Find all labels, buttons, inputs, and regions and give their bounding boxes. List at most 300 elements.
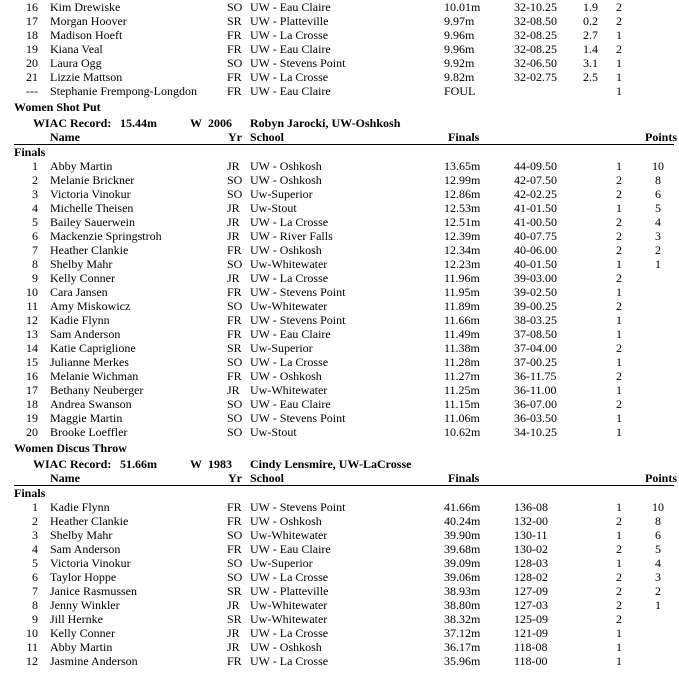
place-cell: 6: [32, 570, 38, 584]
converted-mark-cell: 128-03: [514, 556, 548, 570]
year-cell: SR: [227, 341, 242, 355]
converted-mark-cell: 128-02: [514, 570, 548, 584]
wind-cell: 1.4: [583, 42, 598, 56]
result-row: [0, 42, 679, 56]
school-cell: UW - La Crosse: [250, 570, 329, 584]
mark-cell: 12.53m: [444, 201, 481, 215]
athlete-name: Shelby Mahr: [50, 257, 113, 271]
athlete-name: Heather Clankie: [50, 514, 129, 528]
mark-cell: 9.97m: [444, 14, 475, 28]
points-cell: 8: [655, 514, 661, 528]
year-cell: SO: [227, 397, 243, 411]
place-cell: 7: [32, 243, 38, 257]
athlete-name: Shelby Mahr: [50, 528, 113, 542]
year-cell: FR: [227, 285, 242, 299]
result-row: [0, 640, 679, 654]
year-cell: SO: [227, 411, 243, 425]
event-title: [0, 441, 679, 455]
flight-cell: 1: [616, 355, 622, 369]
place-cell: 16: [26, 0, 38, 14]
year-cell: JR: [227, 201, 240, 215]
place-cell: 1: [32, 159, 38, 173]
athlete-name: Kim Drewiske: [50, 0, 121, 14]
flight-cell: 1: [616, 285, 622, 299]
header-school: School: [250, 130, 285, 144]
mark-cell: 12.34m: [444, 243, 481, 257]
converted-mark-cell: 32-10.25: [514, 0, 557, 14]
record-mark: 51.66m: [120, 457, 157, 471]
converted-mark-cell: 121-09: [514, 626, 548, 640]
place-cell: 8: [32, 598, 38, 612]
flight-cell: 2: [616, 187, 622, 201]
header-yr: Yr: [228, 130, 242, 144]
year-cell: SO: [227, 56, 243, 70]
wind-cell: 1.9: [583, 0, 598, 14]
result-row: [0, 584, 679, 598]
athlete-name: Kadie Flynn: [50, 500, 110, 514]
flight-cell: 1: [616, 654, 622, 668]
athlete-name: Bethany Neuberger: [50, 383, 144, 397]
converted-mark-cell: 32-08.25: [514, 28, 557, 42]
school-cell: UW - River Falls: [250, 229, 333, 243]
mark-cell: 11.96m: [444, 271, 480, 285]
result-row: [0, 411, 679, 425]
result-row: [0, 159, 679, 173]
mark-cell: 37.12m: [444, 626, 481, 640]
athlete-name: Victoria Vinokur: [50, 187, 131, 201]
converted-mark-cell: 38-03.25: [514, 313, 557, 327]
flight-cell: 1: [616, 313, 622, 327]
mark-cell: 38.80m: [444, 598, 481, 612]
year-cell: SR: [227, 584, 242, 598]
converted-mark-cell: 125-09: [514, 612, 548, 626]
converted-mark-cell: 39-02.50: [514, 285, 557, 299]
school-cell: UW - Oshkosh: [250, 640, 322, 654]
place-cell: 17: [26, 14, 38, 28]
place-cell: 18: [26, 28, 38, 42]
points-cell: 8: [655, 173, 661, 187]
place-cell: 3: [32, 528, 38, 542]
record-gender: W: [190, 457, 202, 471]
flight-cell: 1: [616, 257, 622, 271]
converted-mark-cell: 36-11.00: [514, 383, 557, 397]
athlete-name: Taylor Hoppe: [50, 570, 117, 584]
athlete-name: Morgan Hoover: [50, 14, 127, 28]
athlete-name: Sam Anderson: [50, 327, 121, 341]
school-cell: Uw-Whitewater: [250, 598, 328, 612]
result-row: [0, 201, 679, 215]
converted-mark-cell: 37-00.25: [514, 355, 557, 369]
mark-cell: 10.01m: [444, 0, 481, 14]
flight-cell: 1: [616, 84, 622, 98]
flight-cell: 2: [616, 42, 622, 56]
school-cell: UW - Stevens Point: [250, 313, 346, 327]
record-label: WIAC Record:: [33, 116, 112, 130]
result-row: [0, 0, 679, 14]
place-cell: 19: [26, 411, 38, 425]
converted-mark-cell: 32-06.50: [514, 56, 557, 70]
converted-mark-cell: 37-08.50: [514, 327, 557, 341]
finals-label-text: Finals: [14, 145, 46, 159]
converted-mark-cell: 127-09: [514, 584, 548, 598]
year-cell: SR: [227, 612, 242, 626]
converted-mark-cell: 42-02.25: [514, 187, 557, 201]
place-cell: 17: [26, 383, 38, 397]
place-cell: 21: [26, 70, 38, 84]
mark-cell: 11.38m: [444, 341, 480, 355]
converted-mark-cell: 42-07.50: [514, 173, 557, 187]
year-cell: FR: [227, 313, 242, 327]
mark-cell: 9.82m: [444, 70, 475, 84]
record-gender: W: [190, 116, 202, 130]
place-cell: 8: [32, 257, 38, 271]
mark-cell: 12.23m: [444, 257, 481, 271]
athlete-name: Kelly Conner: [50, 626, 115, 640]
converted-mark-cell: 41-01.50: [514, 201, 557, 215]
school-cell: UW - Oshkosh: [250, 159, 322, 173]
flight-cell: 2: [616, 584, 622, 598]
flight-cell: 2: [616, 14, 622, 28]
mark-cell: 40.24m: [444, 514, 481, 528]
place-cell: 15: [26, 355, 38, 369]
athlete-name: Kelly Conner: [50, 271, 115, 285]
year-cell: SO: [227, 173, 243, 187]
mark-cell: 38.32m: [444, 612, 481, 626]
place-cell: 3: [32, 187, 38, 201]
converted-mark-cell: 34-10.25: [514, 425, 557, 439]
athlete-name: Katie Capriglione: [50, 341, 136, 355]
flight-cell: 2: [616, 612, 622, 626]
school-cell: UW - Platteville: [250, 584, 329, 598]
flight-cell: 1: [616, 528, 622, 542]
mark-cell: 13.65m: [444, 159, 481, 173]
year-cell: FR: [227, 514, 242, 528]
year-cell: SO: [227, 355, 243, 369]
converted-mark-cell: 40-07.75: [514, 229, 557, 243]
place-cell: 12: [26, 654, 38, 668]
result-row: [0, 229, 679, 243]
school-cell: UW - Oshkosh: [250, 514, 322, 528]
athlete-name: Maggie Martin: [50, 411, 123, 425]
mark-cell: 12.39m: [444, 229, 481, 243]
flight-cell: 2: [616, 173, 622, 187]
points-cell: 1: [655, 257, 661, 271]
result-row: [0, 598, 679, 612]
result-row: [0, 514, 679, 528]
year-cell: FR: [227, 70, 242, 84]
flight-cell: 2: [616, 369, 622, 383]
year-cell: JR: [227, 640, 240, 654]
school-cell: UW - Oshkosh: [250, 243, 322, 257]
school-cell: Uw-Superior: [250, 341, 313, 355]
mark-cell: 38.93m: [444, 584, 481, 598]
flight-cell: 1: [616, 425, 622, 439]
mark-cell: 36.17m: [444, 640, 481, 654]
year-cell: SO: [227, 425, 243, 439]
year-cell: SO: [227, 570, 243, 584]
school-cell: UW - La Crosse: [250, 28, 329, 42]
school-cell: UW - Eau Claire: [250, 42, 331, 56]
points-cell: 3: [655, 229, 661, 243]
points-cell: 6: [655, 528, 661, 542]
flight-cell: 2: [616, 598, 622, 612]
year-cell: FR: [227, 369, 242, 383]
result-row: [0, 14, 679, 28]
place-cell: 2: [32, 514, 38, 528]
mark-cell: 39.90m: [444, 528, 481, 542]
flight-cell: 2: [616, 0, 622, 14]
flight-cell: 1: [616, 28, 622, 42]
flight-cell: 2: [616, 542, 622, 556]
mark-cell: 41.66m: [444, 500, 481, 514]
mark-cell: 11.66m: [444, 313, 480, 327]
result-row: [0, 654, 679, 668]
year-cell: SO: [227, 187, 243, 201]
result-row: [0, 299, 679, 313]
flight-cell: 1: [616, 56, 622, 70]
points-cell: 6: [655, 187, 661, 201]
athlete-name: Stephanie Frempong-Longdon: [50, 84, 197, 98]
year-cell: JR: [227, 271, 240, 285]
flight-cell: 1: [616, 383, 622, 397]
record-mark: 15.44m: [120, 116, 157, 130]
athlete-name: Kadie Flynn: [50, 313, 110, 327]
converted-mark-cell: 118-00: [514, 654, 548, 668]
school-cell: UW - Eau Claire: [250, 327, 331, 341]
result-row: [0, 556, 679, 570]
place-cell: 18: [26, 397, 38, 411]
mark-cell: 39.06m: [444, 570, 481, 584]
result-row: [0, 570, 679, 584]
place-cell: 11: [26, 299, 38, 313]
header-school: School: [250, 471, 285, 485]
place-cell: 4: [32, 201, 38, 215]
year-cell: FR: [227, 654, 242, 668]
year-cell: SO: [227, 257, 243, 271]
mark-cell: 12.86m: [444, 187, 481, 201]
header-points: Points: [645, 471, 678, 485]
converted-mark-cell: 32-08.25: [514, 42, 557, 56]
flight-cell: 2: [616, 215, 622, 229]
school-cell: Uw-Superior: [250, 556, 313, 570]
converted-mark-cell: 118-08: [514, 640, 548, 654]
flight-cell: 1: [616, 500, 622, 514]
converted-mark-cell: 36-07.00: [514, 397, 557, 411]
school-cell: UW - Stevens Point: [250, 500, 346, 514]
points-cell: 10: [652, 500, 664, 514]
athlete-name: Kiana Veal: [50, 42, 103, 56]
place-cell: 10: [26, 285, 38, 299]
mark-cell: 10.62m: [444, 425, 481, 439]
school-cell: Uw-Whitewater: [250, 383, 328, 397]
school-cell: UW - Stevens Point: [250, 411, 346, 425]
athlete-name: Brooke Loeffler: [50, 425, 128, 439]
header-yr: Yr: [228, 471, 242, 485]
school-cell: UW - Oshkosh: [250, 173, 322, 187]
year-cell: JR: [227, 229, 240, 243]
year-cell: JR: [227, 383, 240, 397]
school-cell: Uw-Whitewater: [250, 528, 328, 542]
converted-mark-cell: 36-03.50: [514, 411, 557, 425]
result-row: [0, 500, 679, 514]
finals-label-text: Finals: [14, 486, 46, 500]
result-row: [0, 56, 679, 70]
record-line: [0, 116, 679, 130]
athlete-name: Mackenzie Springstroh: [50, 229, 162, 243]
place-cell: 20: [26, 425, 38, 439]
flight-cell: 2: [616, 243, 622, 257]
event-title-text: Women Shot Put: [14, 100, 101, 114]
athlete-name: Laura Ogg: [50, 56, 102, 70]
place-cell: 9: [32, 271, 38, 285]
header-name: Name: [50, 130, 80, 144]
converted-mark-cell: 127-03: [514, 598, 548, 612]
round-label: [0, 145, 679, 159]
points-cell: 3: [655, 570, 661, 584]
flight-cell: 2: [616, 514, 622, 528]
athlete-name: Victoria Vinokur: [50, 556, 131, 570]
school-cell: UW - Eau Claire: [250, 542, 331, 556]
converted-mark-cell: 130-02: [514, 542, 548, 556]
column-header: [0, 130, 679, 144]
result-row: [0, 383, 679, 397]
year-cell: SO: [227, 556, 243, 570]
event-title: [0, 100, 679, 114]
header-finals: Finals: [448, 471, 480, 485]
points-cell: 5: [655, 201, 661, 215]
athlete-name: Bailey Sauerwein: [50, 215, 135, 229]
wind-cell: 0.2: [583, 14, 598, 28]
place-cell: 2: [32, 173, 38, 187]
place-cell: 5: [32, 556, 38, 570]
athlete-name: Heather Clankie: [50, 243, 129, 257]
result-row: [0, 369, 679, 383]
flight-cell: 1: [616, 327, 622, 341]
school-cell: UW - Platteville: [250, 14, 329, 28]
year-cell: SR: [227, 14, 242, 28]
place-cell: 4: [32, 542, 38, 556]
school-cell: Uw-Stout: [250, 201, 297, 215]
place-cell: 14: [26, 341, 38, 355]
place-cell: 7: [32, 584, 38, 598]
place-cell: 11: [26, 640, 38, 654]
flight-cell: 2: [616, 299, 622, 313]
school-cell: Uw-Whitewater: [250, 257, 328, 271]
result-row: [0, 355, 679, 369]
converted-mark-cell: 37-04.00: [514, 341, 557, 355]
athlete-name: Abby Martin: [50, 640, 113, 654]
record-line: [0, 457, 679, 471]
place-cell: 19: [26, 42, 38, 56]
school-cell: Uw-Superior: [250, 187, 313, 201]
result-row: [0, 327, 679, 341]
year-cell: JR: [227, 159, 240, 173]
column-header: [0, 471, 679, 485]
flight-cell: 2: [616, 229, 622, 243]
athlete-name: Janice Rasmussen: [50, 584, 137, 598]
mark-cell: 11.27m: [444, 369, 480, 383]
athlete-name: Jill Hernke: [50, 612, 103, 626]
result-row: [0, 70, 679, 84]
school-cell: UW - Stevens Point: [250, 56, 346, 70]
place-cell: 12: [26, 313, 38, 327]
place-cell: ---: [26, 84, 38, 98]
mark-cell: 11.06m: [444, 411, 480, 425]
header-points: Points: [645, 130, 678, 144]
header-finals: Finals: [448, 130, 480, 144]
year-cell: FR: [227, 243, 242, 257]
athlete-name: Melanie Wichman: [50, 369, 139, 383]
result-row: [0, 425, 679, 439]
year-cell: JR: [227, 215, 240, 229]
points-cell: 4: [655, 215, 661, 229]
mark-cell: 35.96m: [444, 654, 481, 668]
mark-cell: 11.28m: [444, 355, 480, 369]
school-cell: UW - Eau Claire: [250, 0, 331, 14]
points-cell: 2: [655, 584, 661, 598]
result-row: [0, 626, 679, 640]
wind-cell: 2.5: [583, 70, 598, 84]
athlete-name: Sam Anderson: [50, 542, 121, 556]
mark-cell: 39.68m: [444, 542, 481, 556]
result-row: [0, 28, 679, 42]
athlete-name: Cara Jansen: [50, 285, 108, 299]
record-year: 2006: [208, 116, 232, 130]
year-cell: FR: [227, 542, 242, 556]
result-row: [0, 271, 679, 285]
flight-cell: 2: [616, 397, 622, 411]
school-cell: UW - La Crosse: [250, 271, 329, 285]
converted-mark-cell: 41-00.50: [514, 215, 557, 229]
result-row: [0, 257, 679, 271]
converted-mark-cell: 44-09.50: [514, 159, 557, 173]
record-year: 1983: [208, 457, 232, 471]
flight-cell: 1: [616, 159, 622, 173]
points-cell: 2: [655, 243, 661, 257]
wind-cell: 3.1: [583, 56, 598, 70]
converted-mark-cell: 40-01.50: [514, 257, 557, 271]
mark-cell: 39.09m: [444, 556, 481, 570]
athlete-name: Julianne Merkes: [50, 355, 129, 369]
record-holder: Cindy Lensmire, UW-LaCrosse: [250, 457, 412, 471]
flight-cell: 1: [616, 626, 622, 640]
year-cell: SO: [227, 299, 243, 313]
flight-cell: 2: [616, 570, 622, 584]
converted-mark-cell: 36-11.75: [514, 369, 557, 383]
year-cell: SO: [227, 0, 243, 14]
school-cell: UW - Eau Claire: [250, 84, 331, 98]
athlete-name: Michelle Theisen: [50, 201, 134, 215]
converted-mark-cell: 39-03.00: [514, 271, 557, 285]
mark-cell: 11.49m: [444, 327, 480, 341]
result-row: [0, 215, 679, 229]
athlete-name: Jasmine Anderson: [50, 654, 138, 668]
school-cell: UW - Stevens Point: [250, 285, 346, 299]
flight-cell: 2: [616, 271, 622, 285]
result-row: [0, 243, 679, 257]
flight-cell: 1: [616, 411, 622, 425]
athlete-name: Lizzie Mattson: [50, 70, 123, 84]
athlete-name: Amy Miskowicz: [50, 299, 131, 313]
result-row: [0, 542, 679, 556]
converted-mark-cell: 40-06.00: [514, 243, 557, 257]
athlete-name: Madison Hoeft: [50, 28, 123, 42]
year-cell: SO: [227, 528, 243, 542]
converted-mark-cell: 136-08: [514, 500, 548, 514]
athlete-name: Jenny Winkler: [50, 598, 120, 612]
mark-cell: 9.92m: [444, 56, 475, 70]
school-cell: Uw-Whitewater: [250, 299, 328, 313]
